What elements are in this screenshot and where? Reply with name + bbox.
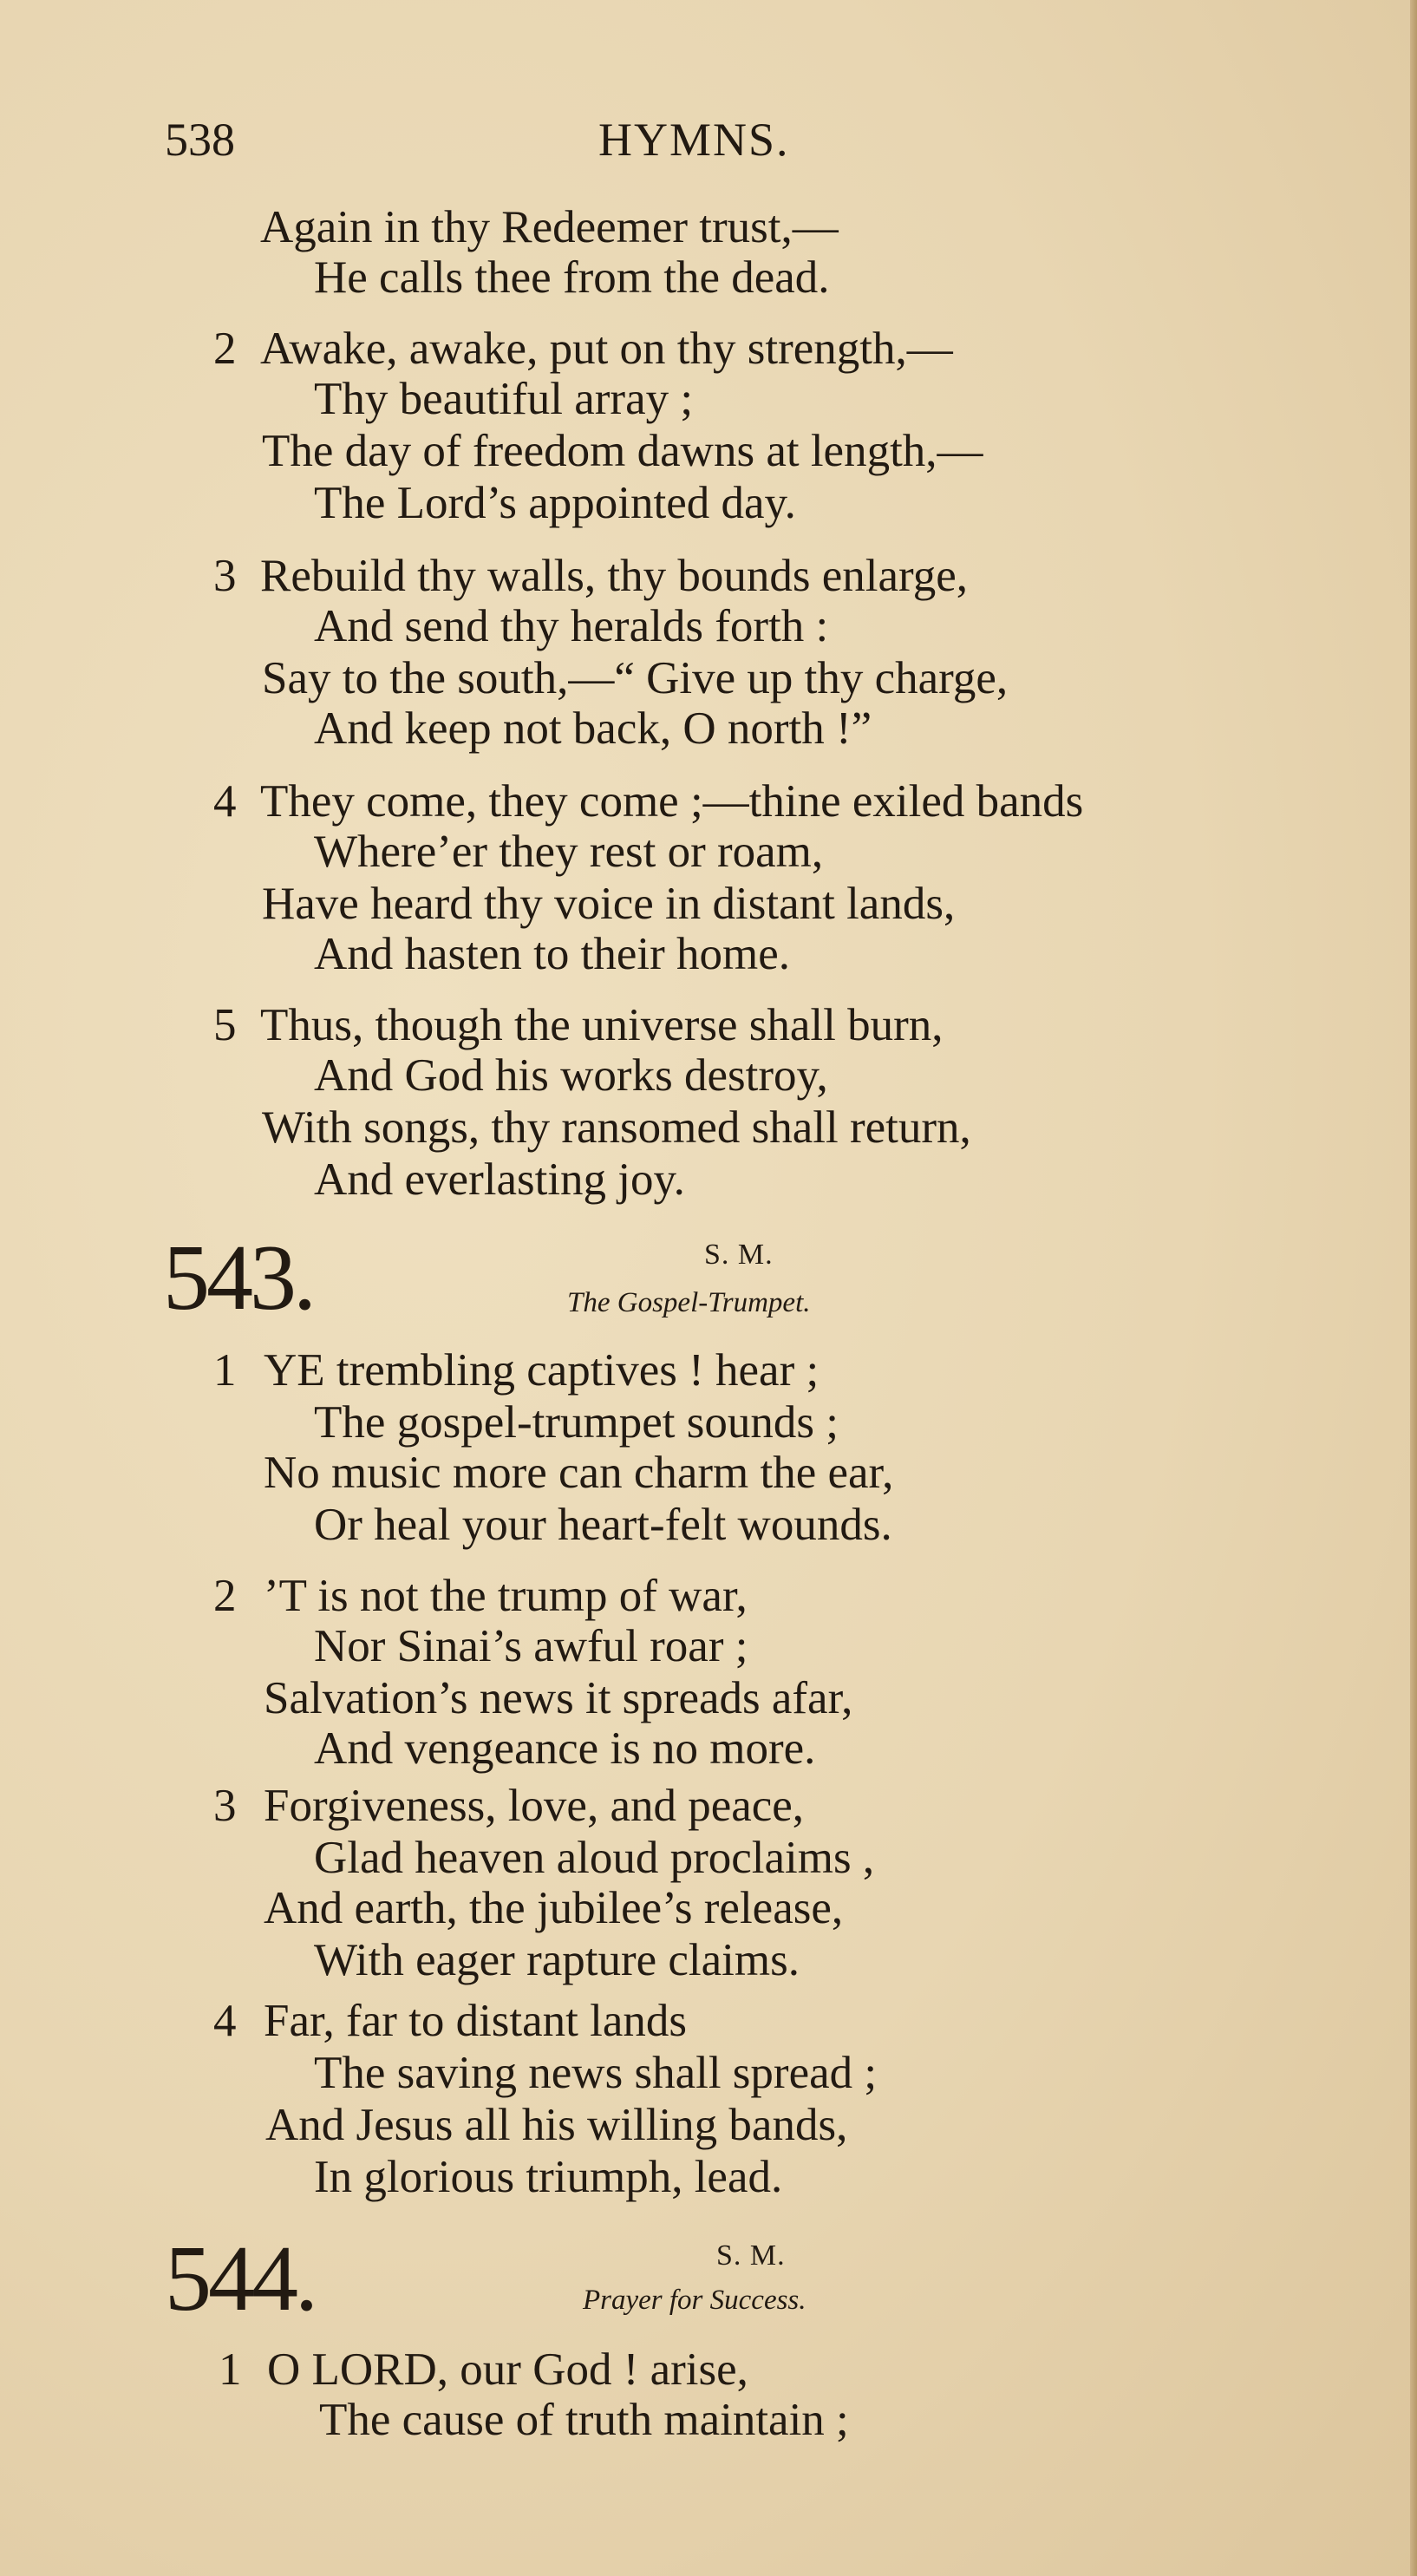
stanza-number: 2 [213, 324, 237, 374]
verse-line: The day of freedom dawns at length,— [262, 426, 983, 476]
verse-line: Glad heaven aloud proclaims , [314, 1833, 875, 1883]
verse-line: Say to the south,—“ Give up thy charge, [262, 653, 1009, 703]
verse-line: With songs, thy ransomed shall return, [262, 1102, 971, 1153]
stanza-number: 1 [213, 1345, 237, 1396]
verse-line: The saving news shall spread ; [314, 2048, 878, 2098]
verse-line: Again in thy Redeemer trust,— [260, 202, 839, 252]
verse-line: O LORD, our God ! arise, [267, 2344, 748, 2395]
verse-line: In glorious triumph, lead. [314, 2152, 783, 2202]
verse-line: And vengeance is no more. [314, 1723, 816, 1774]
verse-line: And keep not back, O north !” [314, 703, 872, 754]
verse-line: Nor Sinai’s awful roar ; [314, 1621, 748, 1671]
verse-line: With eager rapture claims. [314, 1935, 800, 1985]
meter-label: S. M. [716, 2239, 786, 2272]
verse-line: And hasten to their home. [314, 929, 791, 979]
verse-line: And God his works destroy, [314, 1050, 828, 1101]
hymn-number: 543. [163, 1226, 313, 1330]
verse-line: Salvation’s news it spreads afar, [264, 1673, 853, 1723]
meter-label: S. M. [704, 1239, 774, 1271]
verse-line: The cause of truth maintain ; [319, 2395, 849, 2445]
page-edge [1410, 0, 1417, 2576]
verse-line: Forgiveness, love, and peace, [264, 1781, 805, 1831]
verse-line: Have heard thy voice in distant lands, [262, 879, 956, 929]
verse-line: Where’er they rest or roam, [314, 827, 824, 877]
running-head [0, 113, 1417, 173]
stanza-number: 2 [213, 1571, 237, 1621]
verse-line: And Jesus all his willing bands, [265, 2100, 848, 2150]
page-number: 538 [165, 114, 235, 166]
stanza-number: 4 [213, 776, 237, 827]
verse-line: ’T is not the trump of war, [264, 1571, 748, 1621]
verse-line: The Lord’s appointed day. [314, 478, 796, 528]
verse-line: YE trembling captives ! hear ; [264, 1345, 820, 1396]
verse-line: And earth, the jubilee’s release, [264, 1883, 844, 1933]
verse-line: Or heal your heart-felt wounds. [314, 1500, 892, 1550]
stanza-number: 4 [213, 1996, 237, 2046]
hymn-number: 544. [165, 2227, 315, 2331]
verse-line: Thy beautiful array ; [314, 374, 694, 424]
verse-line: Awake, awake, put on thy strength,— [260, 324, 953, 374]
verse-line: And everlasting joy. [314, 1154, 685, 1205]
verse-line: Far, far to distant lands [264, 1996, 688, 2046]
stanza-number: 3 [213, 551, 237, 601]
verse-line: No music more can charm the ear, [264, 1448, 894, 1498]
stanza-number: 5 [213, 1000, 237, 1050]
running-title: HYMNS. [598, 114, 790, 166]
verse-line: Thus, though the universe shall burn, [260, 1000, 944, 1050]
hymn-subtitle: Prayer for Success. [583, 2285, 806, 2316]
verse-line: Rebuild thy walls, thy bounds enlarge, [260, 551, 969, 601]
verse-line: He calls thee from the dead. [314, 252, 830, 303]
verse-line: And send thy heralds forth : [314, 601, 829, 651]
verse-line: They come, they come ;—thine exiled bands [260, 776, 1084, 827]
hymn-subtitle: The Gospel-Trumpet. [567, 1287, 811, 1318]
stanza-number: 1 [219, 2344, 242, 2395]
stanza-number: 3 [213, 1781, 237, 1831]
verse-line: The gospel-trumpet sounds ; [314, 1397, 839, 1448]
